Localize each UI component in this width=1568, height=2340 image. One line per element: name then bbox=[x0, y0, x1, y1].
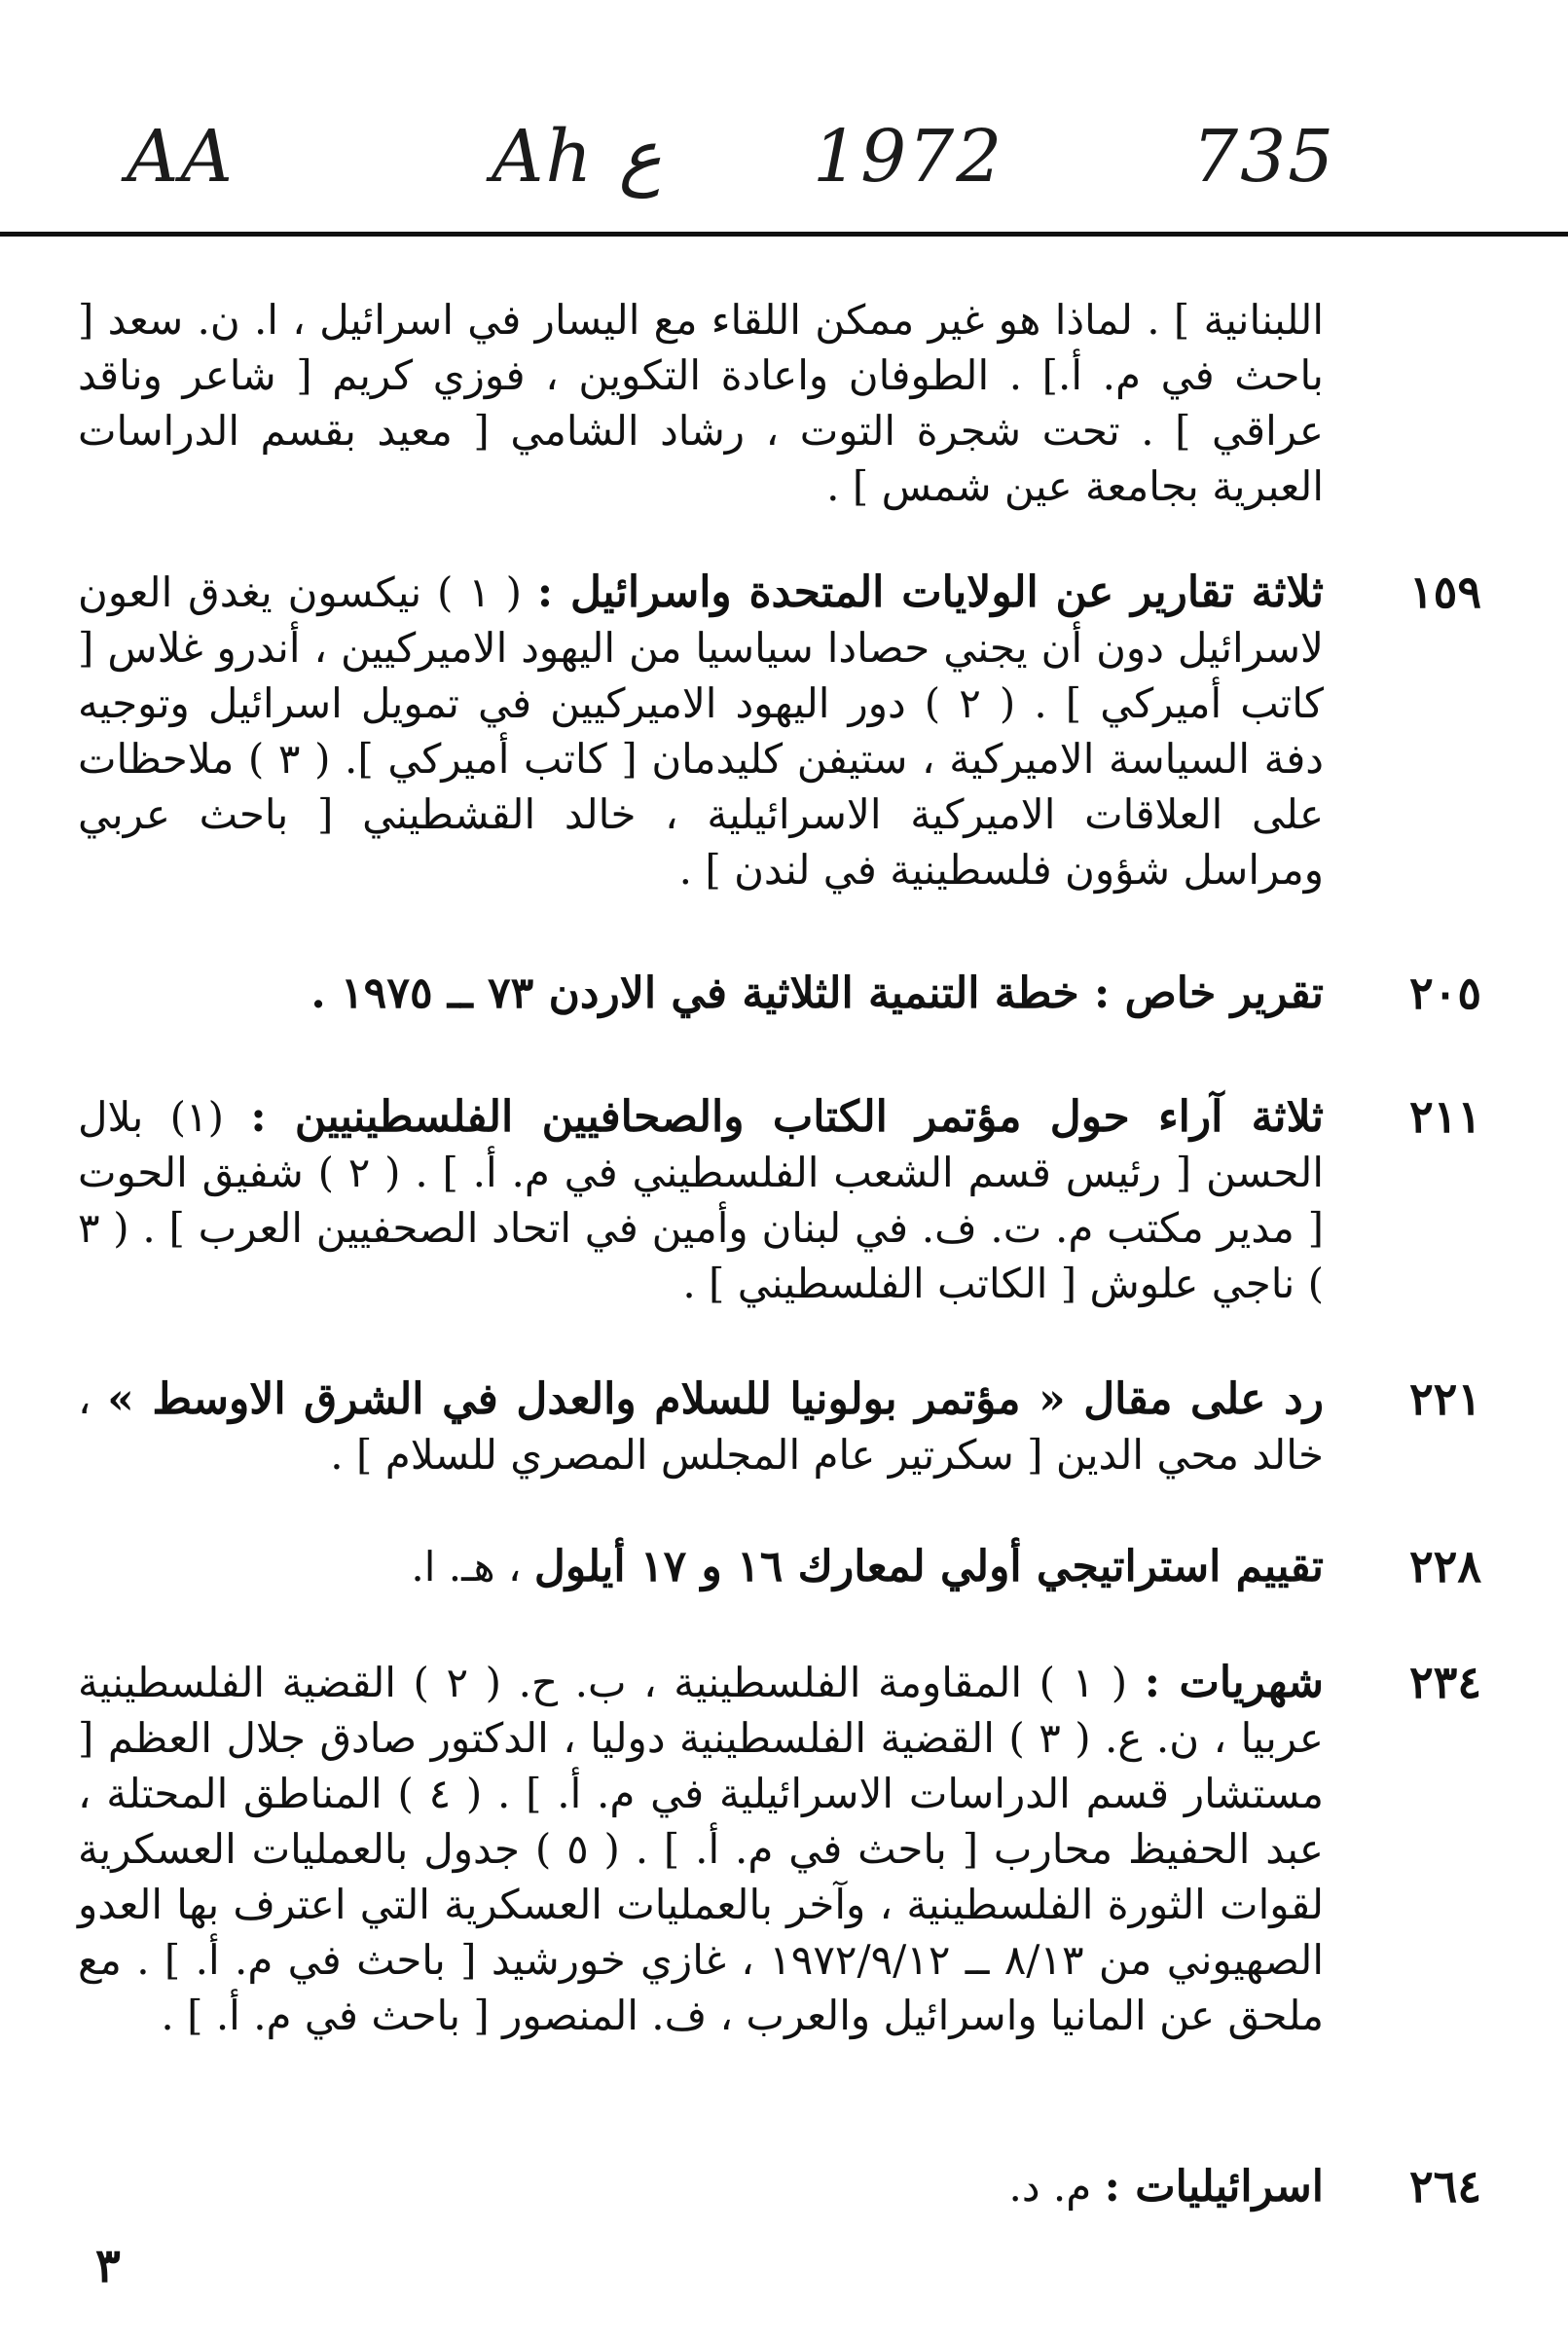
entry-page-number: ٢٢١ bbox=[1408, 1372, 1482, 1425]
toc-entry bbox=[68, 292, 1518, 514]
entry-title: تقرير خاص : خطة التنمية الثلاثية في الاردن ٧٣ ــ ١٩٧٥ . bbox=[310, 969, 1324, 1018]
toc-entry bbox=[68, 2159, 1518, 2214]
entry-page-number: ١٥٩ bbox=[1408, 566, 1482, 618]
toc-entry bbox=[68, 966, 1518, 1021]
entry-text: م. د. bbox=[1008, 2163, 1092, 2211]
toc-entry bbox=[68, 1655, 1518, 2099]
entry-page-number: ٢١١ bbox=[1408, 1090, 1482, 1143]
handwritten-note: Ah ع bbox=[492, 115, 662, 199]
entry-text: ، خالد محي الدين [ سكرتير عام المجلس المصري للسلام ] . bbox=[78, 1375, 1324, 1479]
entry-text: ( ١ ) المقاومة الفلسطينية ، ب. ح. ( ٢ ) القضية الفلسطينية عربيا ، ن. ع. ( ٣ ) القضية الفلسطينية دوليا ، الدكتور صادق جلال العظم [ مستشار قسم الدراسات الاسرائيلية في م. أ. ] . ( ٤ ) المناطق المحتلة ، عبد الحفيظ محارب [ باحث في م. أ. ] . ( ٥ ) جدول بالعمليات العسكرية لقوات الثورة الفلسطينية ، وآخر بالعمليات العسكرية التي اعترف بها العدو الصهيوني من ٨/١٣ ــ ١٩٧٢/٩/١٢ ، غازي خورشيد [ باحث في م. أ. ] . مع ملحق عن المانيا واسرائيل والعرب ، ف. المنصور [ باحث في م. أ. ] . bbox=[78, 1659, 1325, 2039]
entry-text: ( ١ ) نيكسون يغدق العون لاسرائيل دون أن يجني حصادا سياسيا من اليهود الاميركيين ، أندرو غلاس [ كاتب أميركي ] . ( ٢ ) دور اليهود الاميركيين في تمويل اسرائيل وتوجيه دفة السياسة الاميركية ، ستيفن كليدمان [ كاتب أميركي ]. ( ٣ ) ملاحظات على العلاقات الاميركية الاسرائيلية ، خالد القشطيني [ باحث عربي ومراسل شؤون فلسطينية في لندن ] . bbox=[78, 568, 1324, 894]
entry-title: ثلاثة آراء حول مؤتمر الكتاب والصحافيين الفلسطينيين : bbox=[250, 1092, 1324, 1142]
toc-entry bbox=[68, 1539, 1518, 1594]
table-of-contents bbox=[68, 292, 1518, 2214]
entry-title: ثلاثة تقارير عن الولايات المتحدة واسرائيل : bbox=[536, 567, 1324, 617]
header-rule bbox=[0, 232, 1568, 237]
entry-text: اللبنانية ] . لماذا هو غير ممكن اللقاء مع اليسار في اسرائيل ، ا. ن. سعد [ باحث في م. أ.] . الطوفان واعادة التكوين ، فوزي كريم [ شاعر وناقد عراقي ] . تحت شجرة التوت ، رشاد الشامي [ معيد بقسم الدراسات العبرية بجامعة عين شمس ] . bbox=[78, 296, 1324, 510]
entry-title: شهريات : bbox=[1144, 1658, 1324, 1707]
entry-page-number: ٢٣٤ bbox=[1408, 1656, 1482, 1708]
entry-page-number: ٢٠٥ bbox=[1408, 967, 1482, 1019]
toc-entry bbox=[68, 1371, 1518, 1482]
entry-title: تقييم استراتيجي أولي لمعارك ١٦ و ١٧ أيلول bbox=[533, 1542, 1324, 1591]
handwritten-note: 735 bbox=[1192, 115, 1336, 199]
handwritten-note: 1972 bbox=[813, 115, 1004, 199]
toc-entry bbox=[68, 1089, 1518, 1311]
toc-entry bbox=[68, 565, 1518, 897]
entry-text: (١) بلال الحسن [ رئيس قسم الشعب الفلسطيني في م. أ. ] . ( ٢ ) شفيق الحوت [ مدير مكتب م. ت. ف. في لبنان وأمين في اتحاد الصحفيين العرب ] . ( ٣ ) ناجي علوش [ الكاتب الفلسطيني ] . bbox=[78, 1093, 1324, 1307]
entry-title: اسرائيليات : bbox=[1104, 2162, 1324, 2212]
entry-page-number: ٢٢٨ bbox=[1408, 1540, 1482, 1592]
handwritten-note: AA bbox=[127, 115, 235, 199]
entry-page-number: ٢٦٤ bbox=[1408, 2160, 1482, 2212]
entry-title: رد على مقال « مؤتمر بولونيا للسلام والعدل في الشرق الاوسط » bbox=[107, 1374, 1324, 1424]
page-number: ٣ bbox=[95, 2239, 121, 2293]
entry-text: ، هـ. ا. bbox=[411, 1543, 522, 1590]
